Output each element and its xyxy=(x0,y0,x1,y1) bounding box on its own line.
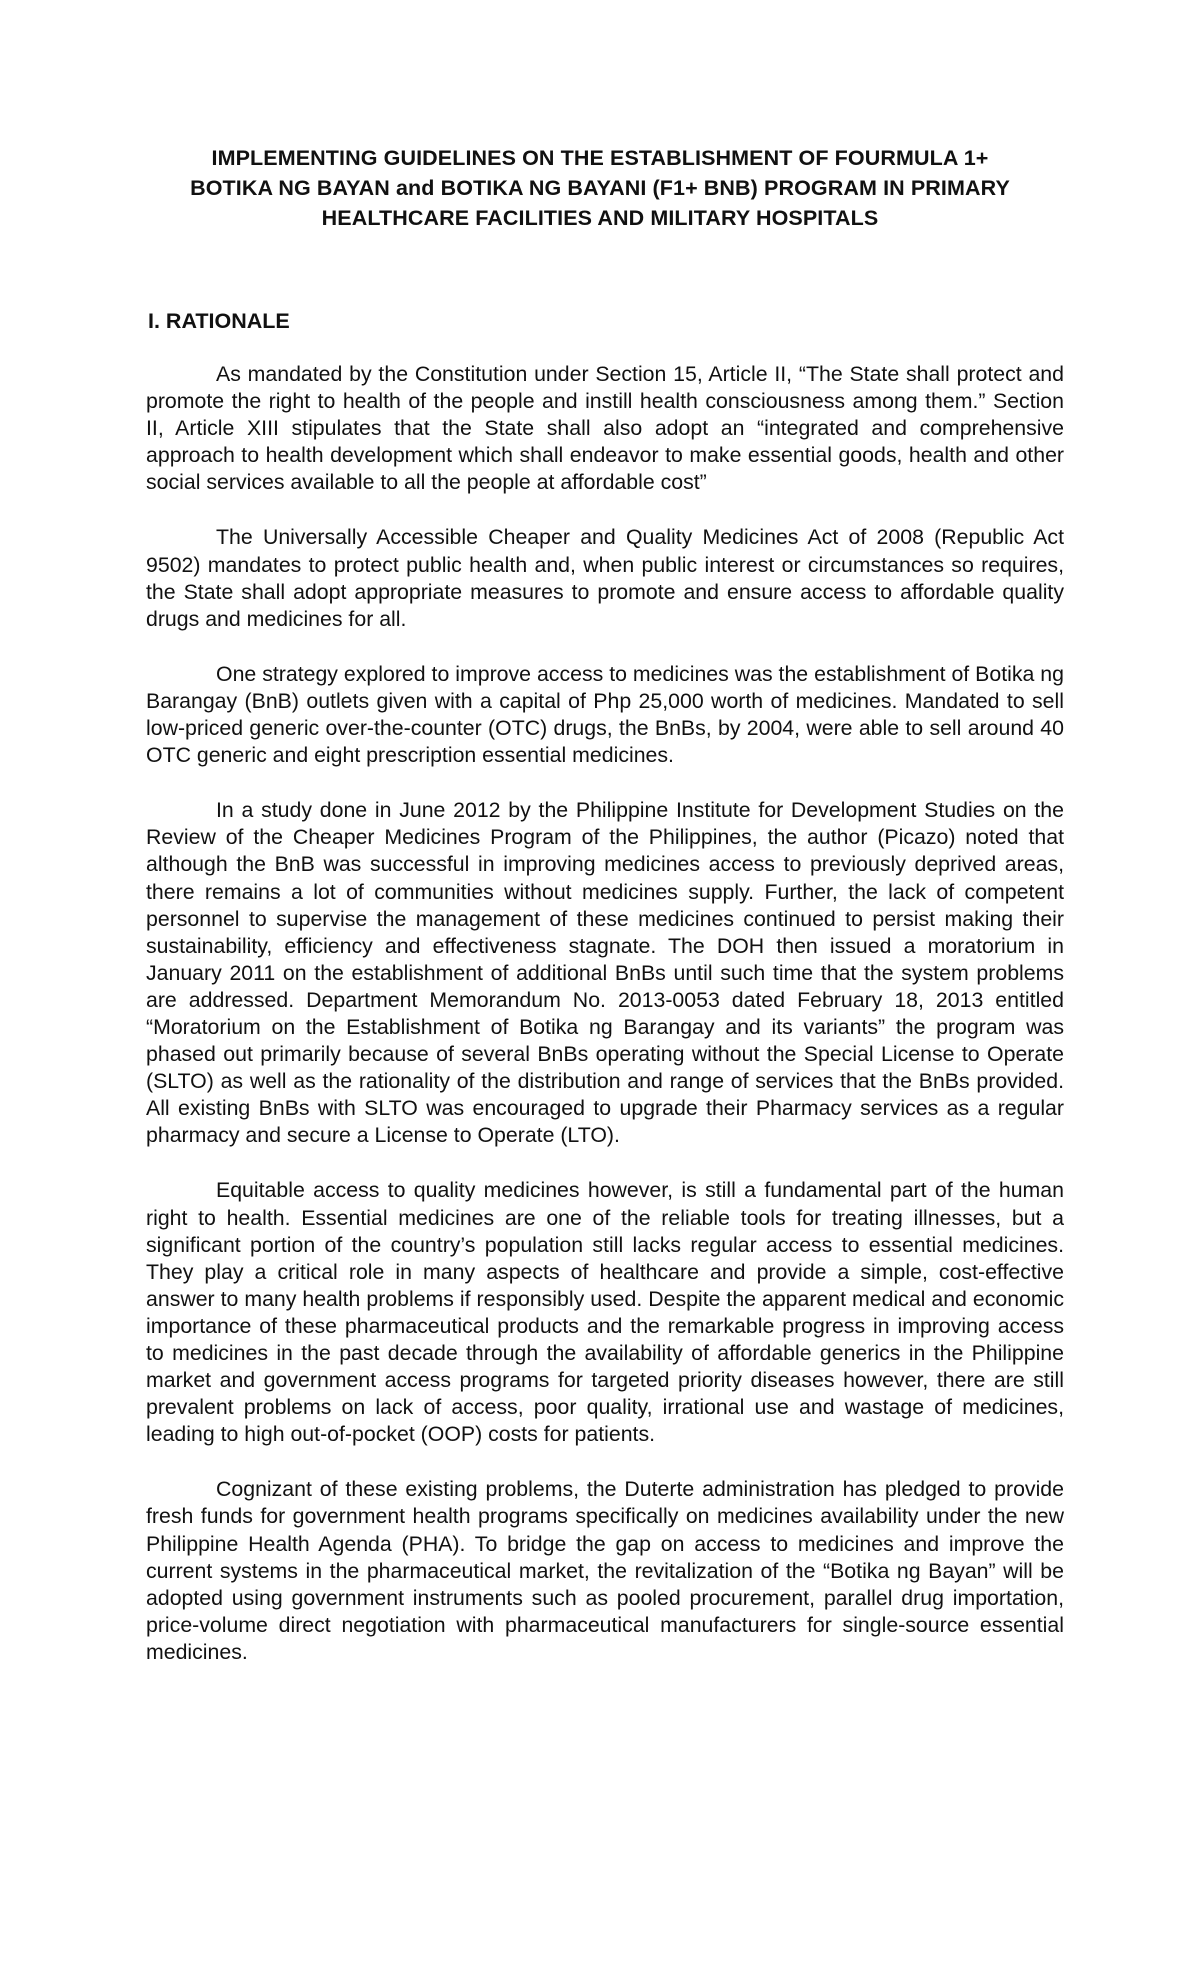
paragraph: In a study done in June 2012 by the Philippine Institute for Development Studies on the Review of the Cheaper Medicines Program of the Philippines, the author (Picazo) noted that although the BnB was successful in improving medicines access to previously deprived areas, there remains a lot of communities without medicines supply. Further, the lack of competent personnel to supervise the management of these medicines continued to persist making their sustainability, efficiency and effectiveness stagnate. The DOH then issued a moratorium in January 2011 on the establishment of additional BnBs until such time that the system problems are addressed. Department Memorandum No. 2013-0053 dated February 18, 2013 entitled “Moratorium on the Establishment of Botika ng Barangay and its variants” the program was phased out primarily because of several BnBs operating without the Special License to Operate (SLTO) as well as the rationality of the distribution and range of services that the BnBs provided. All existing BnBs with SLTO was encouraged to upgrade their Pharmacy services as a regular pharmacy and secure a License to Operate (LTO). xyxy=(146,798,1064,1148)
title-line: BOTIKA NG BAYAN and BOTIKA NG BAYANI (F1+ BNB) PROGRAM IN PRIMARY xyxy=(190,176,1010,200)
title-line: IMPLEMENTING GUIDELINES ON THE ESTABLISHMENT OF FOURMULA 1+ xyxy=(211,146,989,170)
section-heading-rationale: I. RATIONALE xyxy=(148,309,290,333)
rationale-body xyxy=(146,361,1064,1694)
title-line: HEALTHCARE FACILITIES AND MILITARY HOSPITALS xyxy=(321,206,879,230)
document-title xyxy=(140,143,1060,233)
paragraph: One strategy explored to improve access to medicines was the establishment of Botika ng Barangay (BnB) outlets given with a capital of Php 25,000 worth of medicines. Mandated to sell low-priced generic over-the-counter (OTC) drugs, the BnBs, by 2004, were able to sell around 40 OTC generic and eight prescription essential medicines. xyxy=(146,661,1064,768)
paragraph: Equitable access to quality medicines however, is still a fundamental part of the human right to health. Essential medicines are one of the reliable tools for treating illnesses, but a significant portion of the country’s population still lacks regular access to essential medicines. They play a critical role in many aspects of healthcare and provide a simple, cost-effective answer to many health problems if responsibly used. Despite the apparent medical and economic importance of these pharmaceutical products and the remarkable progress in improving access to medicines in the past decade through the availability of affordable generics in the Philippine market and government access programs for targeted priority diseases however, there are still prevalent problems on lack of access, poor quality, irrational use and wastage of medicines, leading to high out-of-pocket (OOP) costs for patients. xyxy=(146,1178,1064,1447)
paragraph: The Universally Accessible Cheaper and Quality Medicines Act of 2008 (Republic Act 9502) mandates to protect public health and, when public interest or circumstances so requires, the State shall adopt appropriate measures to promote and ensure access to affordable quality drugs and medicines for all. xyxy=(146,525,1064,631)
paragraph: As mandated by the Constitution under Section 15, Article II, “The State shall protect and promote the right to health of the people and instill health consciousness among them.” Section II, Article XIII stipulates that the State shall also adopt an “integrated and comprehensive approach to health development which shall endeavor to make essential goods, health and other social services available to all the people at affordable cost” xyxy=(146,362,1064,495)
paragraph: Cognizant of these existing problems, the Duterte administration has pledged to provide fresh funds for government health programs specifically on medicines availability under the new Philippine Health Agenda (PHA). To bridge the gap on access to medicines and improve the current systems in the pharmaceutical market, the revitalization of the “Botika ng Bayan” will be adopted using government instruments such as pooled procurement, parallel drug importation, price-volume direct negotiation with pharmaceutical manufacturers for single-source essential medicines. xyxy=(146,1477,1064,1664)
